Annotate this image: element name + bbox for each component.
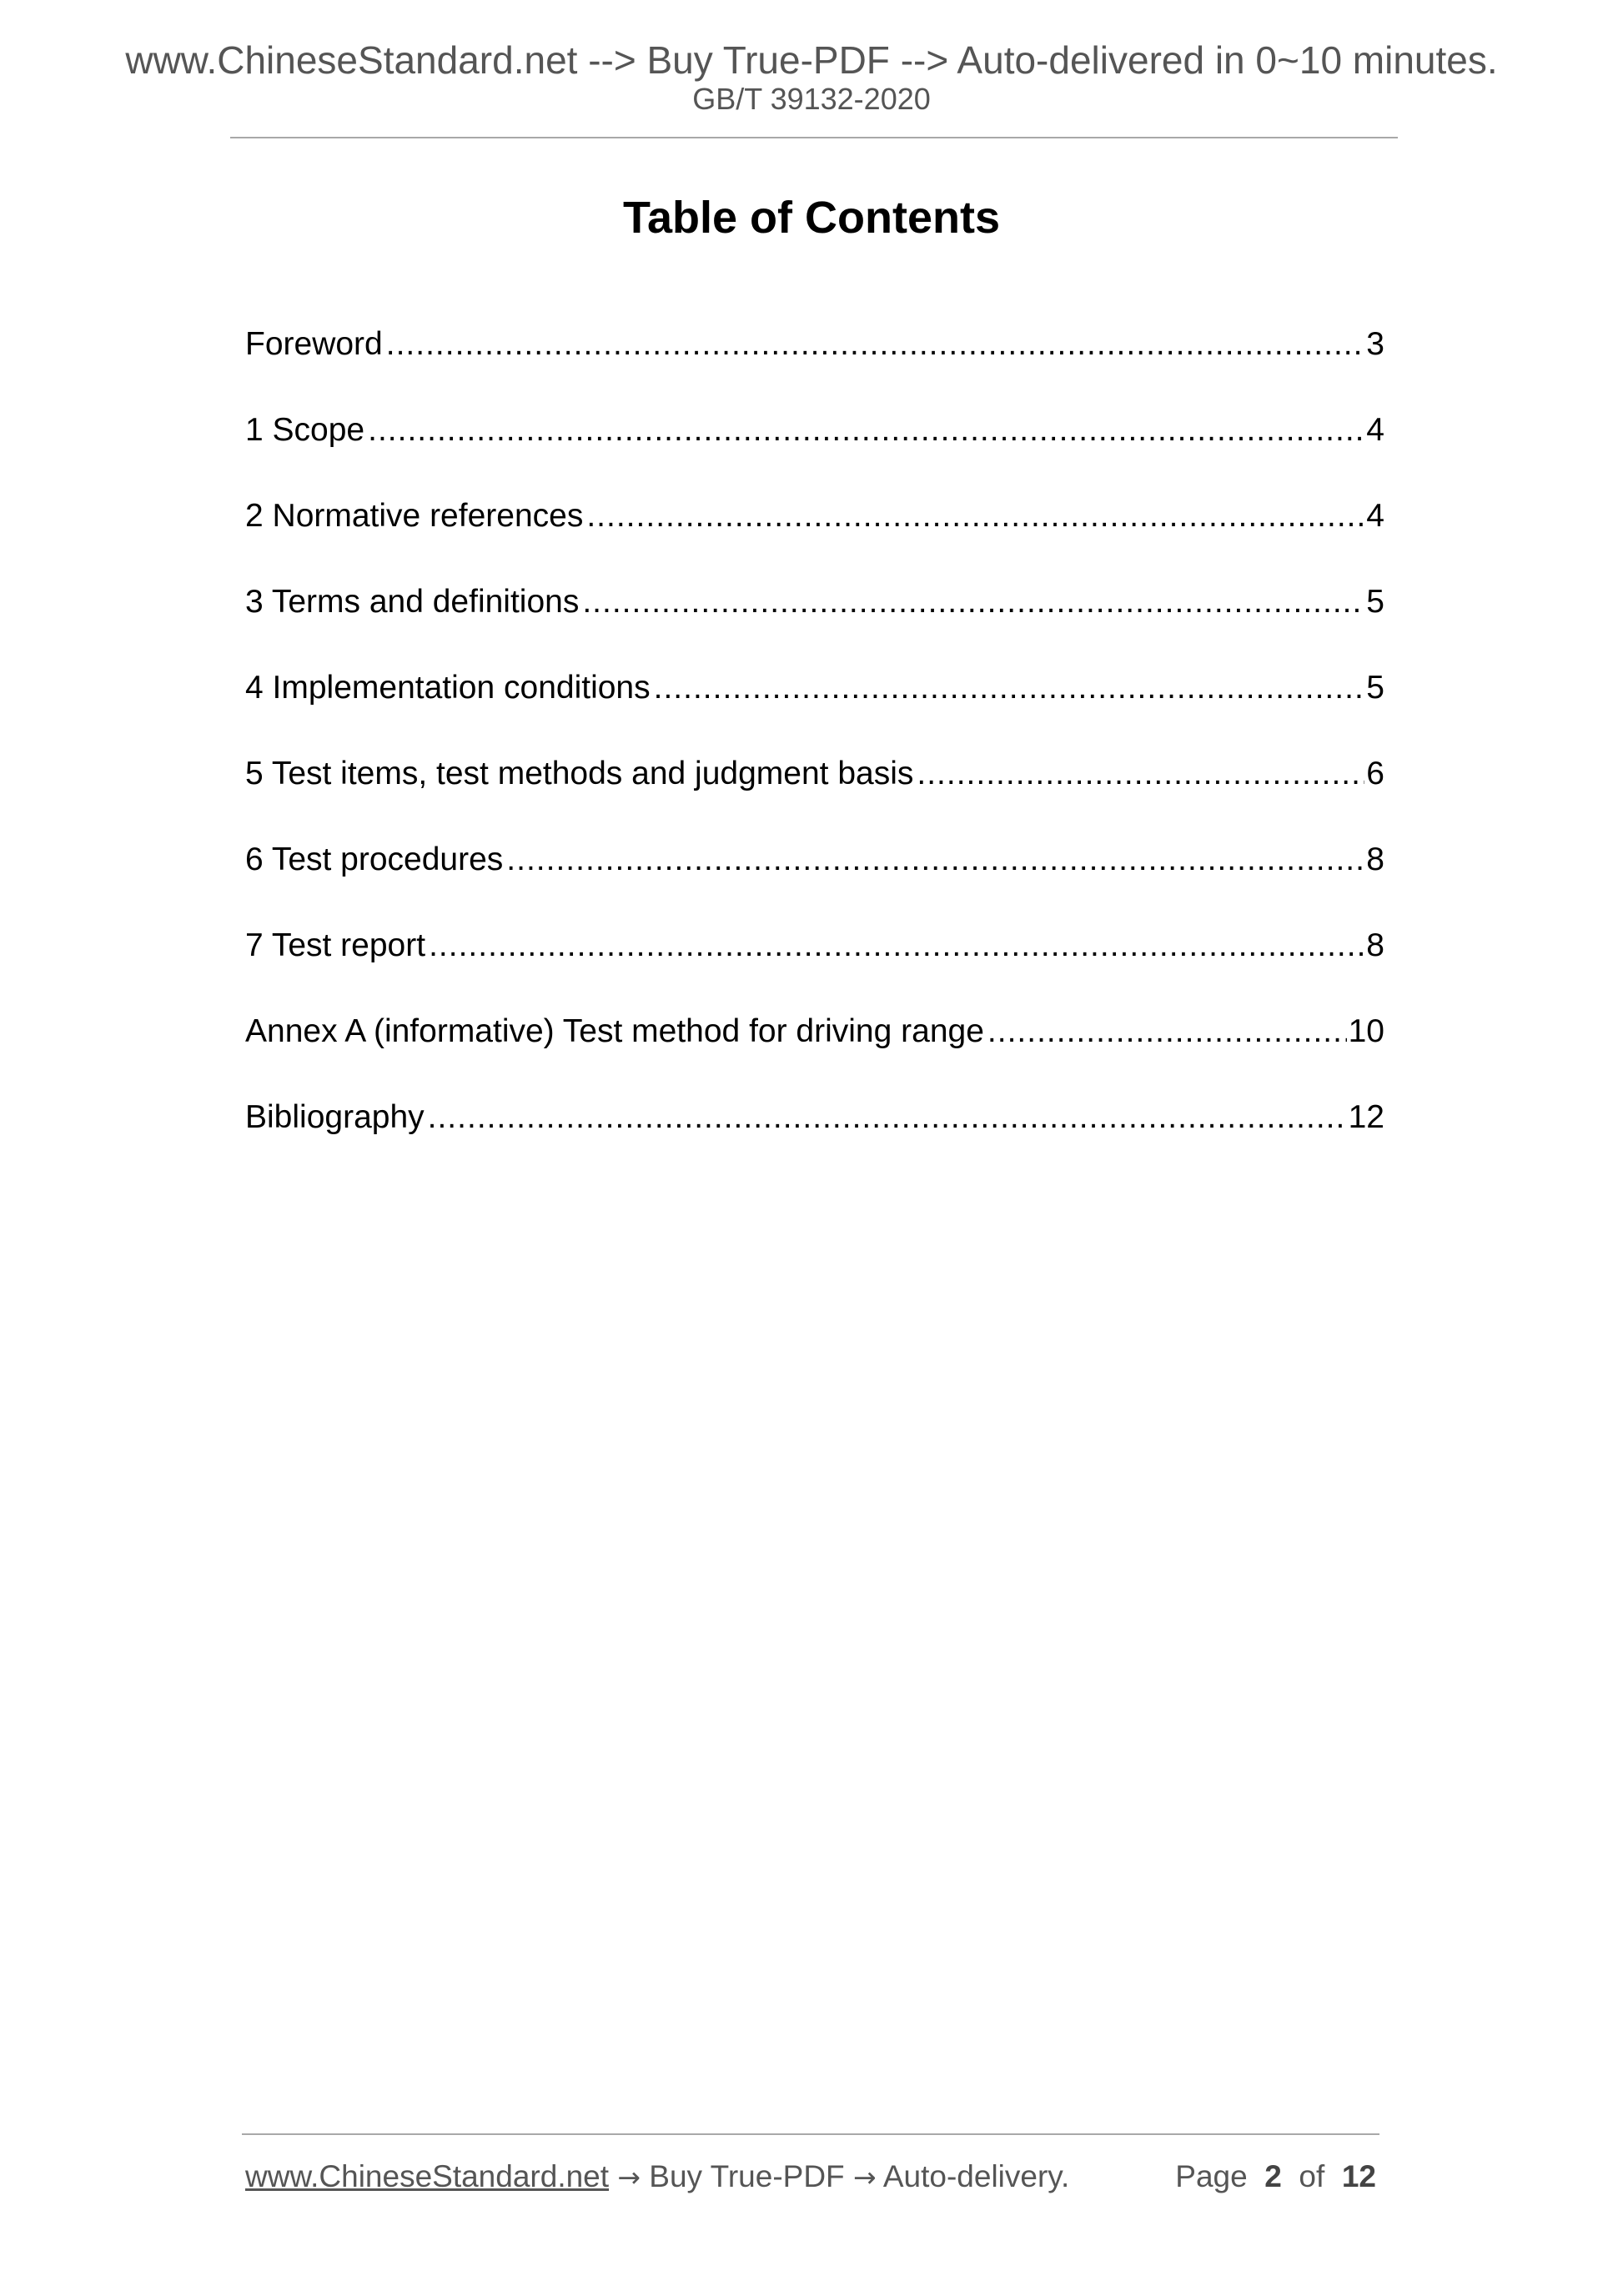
toc-dot-leader [428, 1095, 1347, 1140]
toc-entry-label: 4 Implementation conditions [245, 670, 651, 706]
toc-entry-foreword[interactable] [245, 322, 1384, 408]
toc-entry-label: 6 Test procedures [245, 842, 504, 877]
toc-entry-test-procedures[interactable] [245, 837, 1384, 923]
toc-entry-normative-references[interactable] [245, 494, 1384, 580]
toc-dot-leader [987, 1009, 1347, 1054]
page-total: 12 [1341, 2159, 1376, 2193]
toc-dot-leader [582, 580, 1364, 625]
toc-list [245, 322, 1384, 1181]
footer-divider [242, 2133, 1379, 2135]
toc-entry-page: 8 [1366, 927, 1384, 963]
toc-dot-leader [386, 322, 1365, 367]
toc-entry-scope[interactable] [245, 408, 1384, 494]
toc-entry-label: Bibliography [245, 1099, 425, 1135]
toc-entry-label: Annex A (informative) Test method for driving range [245, 1013, 984, 1049]
toc-entry-test-report[interactable] [245, 923, 1384, 1009]
toc-entry-label: 7 Test report [245, 927, 426, 963]
toc-entry-page: 5 [1366, 584, 1384, 620]
document-code: GB/T 39132-2020 [692, 82, 931, 116]
toc-entry-terms-and-definitions[interactable] [245, 580, 1384, 666]
toc-entry-page: 8 [1366, 842, 1384, 877]
footer-promo [245, 2153, 1069, 2201]
toc-entry-page: 5 [1366, 670, 1384, 706]
toc-entry-test-items[interactable] [245, 751, 1384, 837]
of-word: of [1299, 2159, 1325, 2193]
toc-dot-leader [429, 923, 1364, 968]
page-word: Page [1175, 2159, 1248, 2193]
page-footer [245, 2153, 1376, 2203]
toc-entry-page: 4 [1366, 412, 1384, 448]
toc-dot-leader [917, 751, 1364, 796]
page-current: 2 [1264, 2159, 1282, 2193]
toc-dot-leader [368, 408, 1364, 453]
toc-entry-label: 3 Terms and definitions [245, 584, 580, 620]
toc-entry-page: 12 [1348, 1099, 1384, 1135]
toc-dot-leader [654, 666, 1365, 711]
toc-entry-label: 1 Scope [245, 412, 365, 448]
arrow-right-icon: → [852, 2161, 877, 2193]
site-link[interactable]: www.ChineseStandard.net [245, 2159, 610, 2193]
toc-entry-label: 5 Test items, test methods and judgment basis [245, 756, 914, 791]
auto-delivery-text: Auto-delivery. [882, 2159, 1070, 2193]
top-banner: www.ChineseStandard.net --> Buy True-PDF --> Auto-delivered in 0~10 minutes. [125, 38, 1498, 82]
toc-entry-label: 2 Normative references [245, 498, 584, 534]
header-divider [230, 137, 1398, 138]
toc-dot-leader [586, 494, 1364, 539]
toc-entry-page: 10 [1348, 1013, 1384, 1049]
toc-entry-label: Foreword [245, 326, 383, 362]
toc-dot-leader [506, 837, 1364, 882]
toc-entry-page: 3 [1366, 326, 1384, 362]
toc-entry-implementation-conditions[interactable] [245, 666, 1384, 751]
toc-title: Table of Contents [623, 193, 1000, 243]
toc-entry-page: 6 [1366, 756, 1384, 791]
arrow-right-icon: → [617, 2161, 641, 2193]
toc-entry-bibliography[interactable] [245, 1095, 1384, 1181]
toc-entry-annex-a[interactable] [245, 1009, 1384, 1095]
toc-entry-page: 4 [1366, 498, 1384, 534]
buy-true-pdf-text: Buy True-PDF [649, 2159, 845, 2193]
page-counter [1175, 2153, 1376, 2200]
